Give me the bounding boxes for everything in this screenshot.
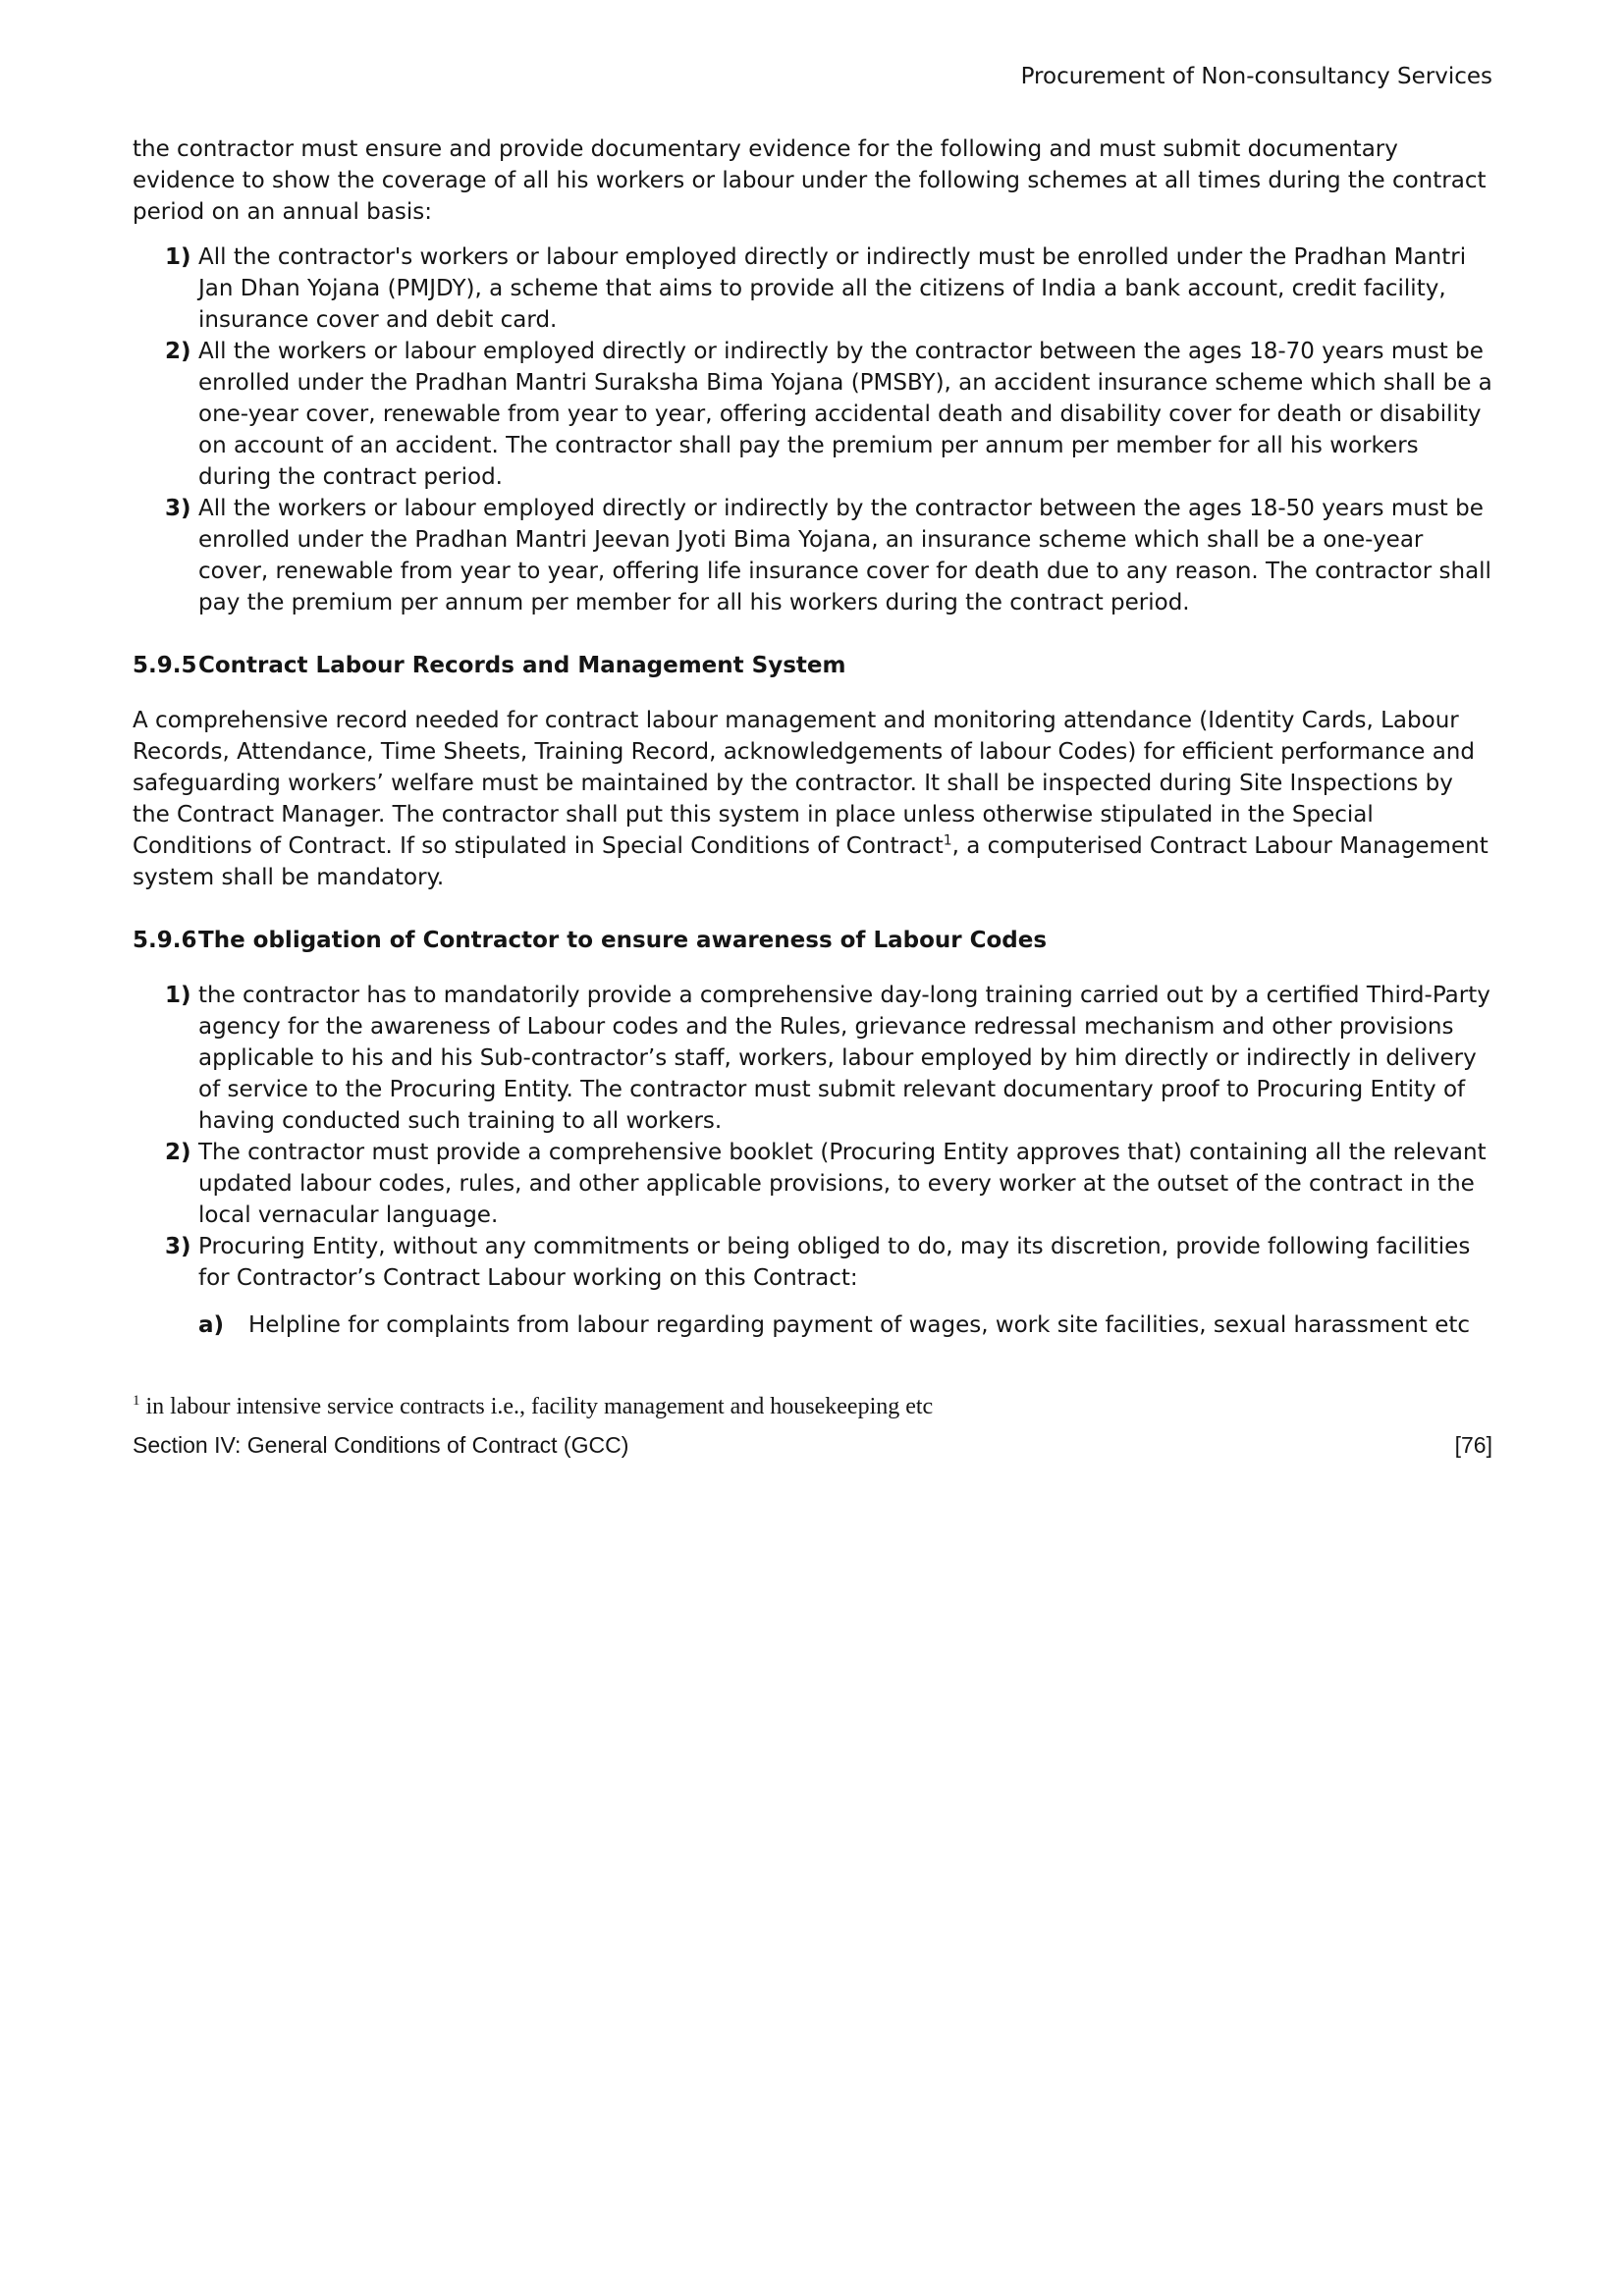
footnote-text: in labour intensive service contracts i.e., facility management and housekeeping etc: [139, 1394, 934, 1419]
list-item: [133, 493, 1492, 618]
list-item: [133, 980, 1492, 1137]
page-header: [133, 61, 1492, 92]
section-title: The obligation of Contractor to ensure awareness of Labour Codes: [198, 928, 1048, 953]
sub-list-marker: a): [198, 1312, 225, 1338]
list-item-text: All the workers or labour employed directly or indirectly by the contractor between the ages 18-70 years must be enrolled under the Pradhan Mantri Suraksha Bima Yojana (PMSBY), an accident insurance scheme which shall be a one-year cover, renewable from year to year, offering accidental death and disability cover for death or disability on account of an accident. The contractor shall pay the premium per annum per member for all his workers during the contract period.: [198, 339, 1492, 490]
list-marker: 1): [165, 983, 191, 1008]
section-number: 5.9.5: [133, 653, 197, 678]
sub-list-item-text: Helpline for complaints from labour regarding payment of wages, work site facilities, sexual harassment etc: [248, 1312, 1471, 1338]
footer-page-number: [76]: [1454, 1432, 1492, 1458]
list-marker: 3): [165, 1234, 191, 1259]
intro-paragraph: the contractor must ensure and provide documentary evidence for the following and must submit documentary evidence to show the coverage of all his workers or labour under the following schemes at all times during the contract period on an annual basis:: [133, 136, 1487, 225]
list-item: [133, 1231, 1492, 1294]
list-item-text: The contractor must provide a comprehensive booklet (Procuring Entity approves that) containing all the relevant updated labour codes, rules, and other applicable provisions, to every worker at the outset of the contract in the local vernacular language.: [198, 1140, 1487, 1228]
obligations-list: [133, 980, 1492, 1341]
list-item: [133, 241, 1492, 336]
section-number: 5.9.6: [133, 928, 197, 953]
list-marker: 3): [165, 496, 191, 521]
page-footer: [133, 1429, 1492, 1461]
section-heading-595: [133, 650, 1492, 681]
sub-list-item: [133, 1309, 1492, 1341]
schemes-list: [133, 241, 1492, 618]
footnote-reference: 1: [943, 832, 952, 849]
paragraph-text: A comprehensive record needed for contract labour management and monitoring attendance (Identity Cards, Labour Records, Attendance, Time Sheets, Training Record, acknowledgements of labour Codes) for efficient performance and safeguarding workers’ welfare must be maintained by the contractor. It shall be inspected during Site Inspections by the Contract Manager. The contractor shall put this system in place unless otherwise stipulated in the Special Conditions of Contract. If so stipulated in Special Conditions of Contract: [133, 708, 1475, 859]
header-title: Procurement of Non-consultancy Services: [1020, 64, 1492, 89]
facilities-sub-list: [133, 1309, 1492, 1341]
list-item-text: All the contractor's workers or labour employed directly or indirectly must be enrolled under the Pradhan Mantri Jan Dhan Yojana (PMJDY), a scheme that aims to provide all the citizens of India a bank account, credit facility, insurance cover and debit card.: [198, 244, 1467, 333]
section-title: Contract Labour Records and Management System: [198, 653, 846, 678]
section-heading-596: [133, 925, 1492, 956]
list-marker: 2): [165, 339, 191, 364]
list-item: [133, 336, 1492, 493]
section-595-paragraph: [133, 705, 1492, 893]
footnote-number: 1: [133, 1393, 140, 1409]
list-item-text: All the workers or labour employed directly or indirectly by the contractor between the ages 18-50 years must be enrolled under the Pradhan Mantri Jeevan Jyoti Bima Yojana, an insurance scheme which shall be a one-year cover, renewable from year to year, offering life insurance cover for death due to any reason. The contractor shall pay the premium per annum per member for all his workers during the contract period.: [198, 496, 1491, 615]
list-marker: 1): [165, 244, 191, 270]
list-item-text: Procuring Entity, without any commitments or being obliged to do, may its discretion, provide following facilities for Contractor’s Contract Labour working on this Contract:: [198, 1234, 1471, 1291]
list-item-text: the contractor has to mandatorily provide a comprehensive day-long training carried out by a certified Third-Party agency for the awareness of Labour codes and the Rules, grievance redressal mechanism and other provisions applicable to his and his Sub-contractor’s staff, workers, labour employed by him directly or indirectly in delivery of service to the Procuring Entity. The contractor must submit relevant documentary proof to Procuring Entity of having conducted such training to all workers.: [198, 983, 1490, 1134]
paragraph-text: , a computerised Contract Labour Management system shall be mandatory.: [133, 833, 1489, 890]
list-marker: 2): [165, 1140, 191, 1165]
footer-section-label: Section IV: General Conditions of Contract (GCC): [133, 1432, 629, 1458]
footnote: [133, 1392, 1492, 1421]
list-item: [133, 1137, 1492, 1231]
